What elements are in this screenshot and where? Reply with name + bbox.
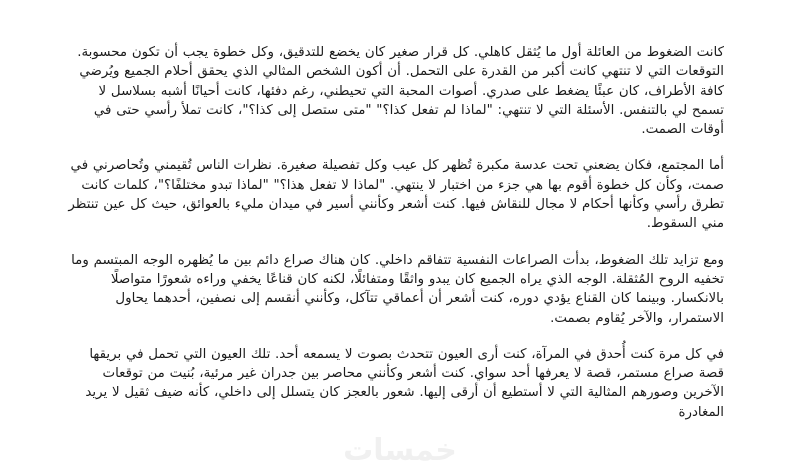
paragraph-inner-conflict: ومع تزايد تلك الضغوط، بدأت الصراعات النفسية تتفاقم داخلي. كان هناك صراع دائم بين ما يُظهره الوجه المبتسم وما تخفيه الروح المُثقلة. الوجه الذي يراه الجميع كان يبدو واثقًا ومتفائلًا، لكنه كان قناعًا يخفي وراءه شعورًا متواصلًا بالانكسار. وبينما كان القناع يؤدي دوره، كنت أشعر أن أعماقي تتآكل، وكأنني أنقسم إلى نصفين، أحدهما يحاول الاستمرار، والآخر يُقاوم بصمت. xyxy=(71,252,724,326)
paragraph-family-pressure: كانت الضغوط من العائلة أول ما يُثقل كاهلي. كل قرار صغير كان يخضع للتدقيق، وكل خطوة يجب أن تكون محسوبة. التوقعات التي لا تنتهي كانت أكبر من القدرة على التحمل. أن أكون الشخص المثالي الذي يحقق أحلام الجميع ويُرضي كافة الأطراف، كان عبئًا يضغط على صدري. أصوات المحبة التي تحيطني، رغم دفئها، كانت أحيانًا أشبه بسلاسل لا تسمح لي بالتنفس. الأسئلة التي لا تنتهي: "لماذا لم تفعل كذا؟" "متى ستصل إلى كذا؟"، كانت تملأ رأسي حتى في أوقات الصمت. xyxy=(77,45,724,138)
paragraph-mirror-reflection: في كل مرة كنت أُحدق في المرآة، كنت أرى العيون تتحدث بصوت لا يسمعه أحد. تلك العيون التي تحمل في بريقها قصة صراع مستمر، قصة لا يعرفها أحد سواي. كنت أشعر وكأنني محاصر بين جدران غير مرئية، بُنيت من توقعات الآخرين وصورهم المثالية التي لا أستطيع أن أرقى إليها. شعور بالعجز كان يتسلل إلى داخلي، كأنه ضيف ثقيل لا يريد المغادرة xyxy=(85,346,724,420)
site-watermark-logo: خمسات xyxy=(343,433,457,468)
paragraph-society-pressure: أما المجتمع، فكان يضعني تحت عدسة مكبرة تُظهر كل عيب وكل تفصيلة صغيرة. نظرات الناس تُقيمني وتُحاصرني في صمت، وكأن كل خطوة أقوم بها هي جزء من اختبار لا ينتهي. "لماذا لا تفعل هذا؟" "لماذا تبدو مختلفًا؟"، كلمات كانت تطرق رأسي وكأنها أحكام لا مجال للنقاش فيها. كنت أشعر وكأنني أسير في ميدان مليء بالعوائق، حيث كل عين تنتظر مني السقوط. xyxy=(68,158,724,232)
article-body xyxy=(64,43,724,422)
